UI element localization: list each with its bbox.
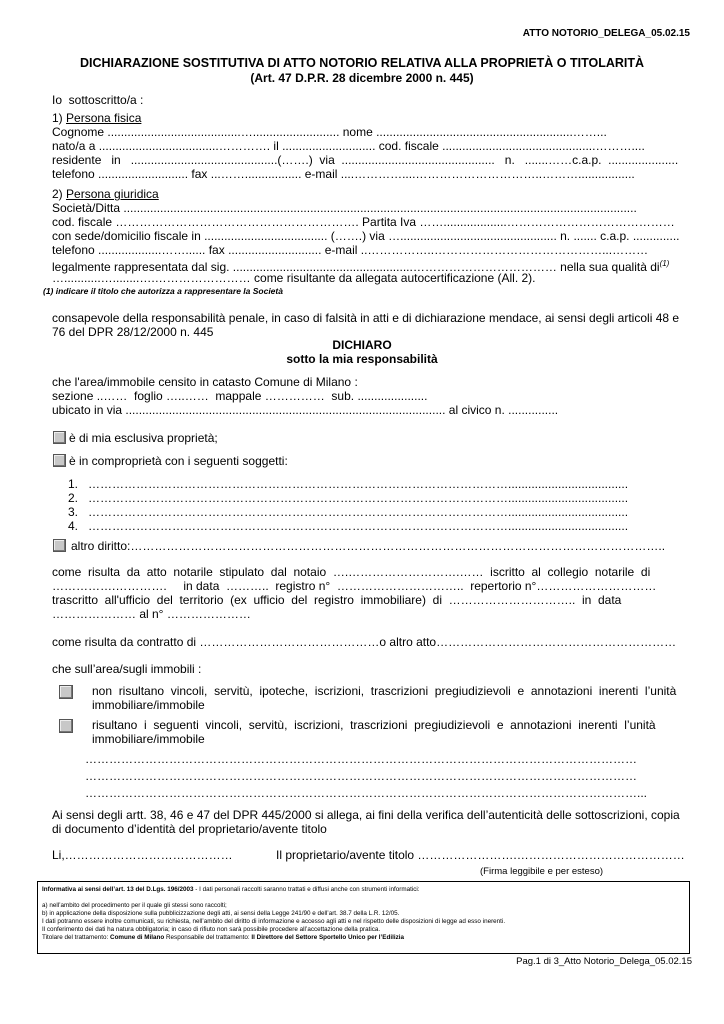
si-vincoli-line-2: immobiliare/immobile: [92, 732, 205, 746]
immobile-line-2[interactable]: sezione ..…… foglio …..…… mappale …………… sub. .....................: [52, 389, 428, 403]
persona-giuridica-line-4[interactable]: telefono ...................……...... fax ............................ e-mail ..……………..……………………………………...………: [52, 243, 649, 257]
atto-notarile-line-1[interactable]: come risulta da atto notarile stipulato dal notaio ….……………………….…… iscritto al collegio notarile di: [52, 565, 651, 579]
soggetto-row[interactable]: [68, 491, 692, 505]
soggetto-dots: ……………………………………………………………………………………………....................................: [88, 505, 629, 519]
soggetto-row[interactable]: [68, 505, 692, 519]
persona-giuridica-line-1[interactable]: Società/Ditta ..........................................................................................................................................................: [52, 201, 637, 215]
titolare-label: Titolare del trattamento:: [42, 934, 111, 941]
no-vincoli-line-1: non risultano vincoli, servitù, ipoteche, iscrizioni, trascrizioni pregiudizievoli e annotazioni inerenti l’unità: [92, 684, 677, 698]
comproprieta-label: è in comproprietà con i seguenti soggetti:: [69, 454, 288, 468]
persona-fisica-heading: [52, 111, 692, 125]
vincoli-dots-line[interactable]: …………………………………………………………………………………………………………………………: [85, 752, 637, 766]
atto-notarile-line-2[interactable]: …………….…………. in data ……….. registro n° ………………………….. repertorio n°…………………………: [52, 579, 657, 593]
soggetto-row[interactable]: [68, 519, 692, 533]
section-number: 1): [52, 111, 67, 125]
esclusiva-label: è di mia esclusiva proprietà;: [69, 431, 218, 445]
soggetto-dots: ……………………………………………………………………………………………....................................: [88, 477, 629, 491]
si-vincoli-checkbox[interactable]: [59, 719, 73, 733]
vincoli-dots-line[interactable]: …………………………………………………………………………………………………………………………: [85, 769, 637, 783]
intro-text: Io sottoscritto/a :: [52, 93, 144, 107]
consapevole-line-1: consapevole della responsabilità penale, in caso di falsità in atti e di dichiarazione mendace, ai sensi degli articoli 48 e: [52, 311, 680, 325]
soggetto-number: 4.: [68, 519, 79, 533]
privacy-notice-title: [42, 886, 420, 894]
section-number: 2): [52, 187, 67, 201]
soggetto-number: 3.: [68, 505, 79, 519]
responsabile-label: Responsabile del trattamento:: [164, 934, 252, 941]
persona-fisica-line-3[interactable]: residente in ............................................(…….) via .............................................. n. .......……c.a.p. .....................: [52, 153, 679, 167]
footnote-marker: (1): [659, 259, 670, 268]
atto-notarile-line-3[interactable]: trascritto all'ufficio del territorio (ex ufficio del registro immobiliare) di ………………………….. in data: [52, 593, 622, 607]
allegato-line-2: di documento d’identità del proprietario/avente titolo: [52, 822, 327, 836]
persona-fisica-line-1[interactable]: Cognome ........................................….......................... nome ...........................................................……...: [52, 125, 607, 139]
document-title: DICHIARAZIONE SOSTITUTIVA DI ATTO NOTORIO RELATIVA ALLA PROPRIETÀ O TITOLARITÀ: [79, 56, 645, 70]
privacy-notice-title-rest: - I dati personali raccolti saranno trattati e diffusi anche con strumenti informatici:: [193, 886, 420, 893]
privacy-notice-line-3: I dati potranno essere inoltre comunicati, su richiesta, nell’ambito del diritto di informazione e accesso agli atti e nel rispetto delle disposizioni di legge ad esso inerenti.: [42, 918, 506, 925]
persona-giuridica-label: Persona giuridica: [66, 187, 159, 201]
persona-giuridica-line-6[interactable]: …...........…........….…………………… come risultante da allegata autocertificazione (All. 2).: [52, 271, 536, 285]
titolare-value: Comune di Milano: [110, 934, 165, 941]
no-vincoli-checkbox[interactable]: [59, 685, 73, 699]
soggetto-dots: ……………………………………………………………………………………………....................................: [88, 491, 629, 505]
page-footer: Pag.1 di 3_Atto Notorio_Delega_05.02.15: [516, 956, 692, 967]
persona-fisica-label: Persona fisica: [66, 111, 142, 125]
soggetto-row[interactable]: [68, 477, 692, 491]
persona-fisica-line-4[interactable]: telefono ........................... fax ...……................. e-mail ....…………....…………………………..……….................: [52, 167, 635, 181]
si-vincoli-line-1: risultano i seguenti vincoli, servitù, iscrizioni, trascrizioni pregiudizievoli e annotazioni inerenti l’unità: [92, 718, 656, 732]
soggetto-dots: ……………………………………………………………………………………………....................................: [88, 519, 629, 533]
luogo-data-field[interactable]: Li,……………………………………: [52, 848, 233, 862]
privacy-notice-title-bold: Informativa ai sensi dell’art. 13 del D.Lgs. 196/2003: [42, 886, 194, 893]
altro-diritto-checkbox[interactable]: [53, 539, 66, 552]
privacy-notice-item-b: b) in applicazione della disposizione sulla pubblicizzazione degli atti, ai sensi della Legge 241/90 e dell’art. 38.7 della L.R. 12/05.: [42, 910, 400, 917]
consapevole-line-2: 76 del DPR 28/12/2000 n. 445: [52, 325, 214, 339]
vincoli-dots-line[interactable]: …………………………………………………………………………………………………………………………...: [85, 786, 648, 800]
dichiaro-title: DICHIARO: [332, 338, 392, 352]
soggetto-number: 2.: [68, 491, 79, 505]
atto-notarile-line-4[interactable]: ………………… al n° …………………: [52, 607, 251, 621]
legal-representative-text: legalmente rappresentata dal sig. ......................................................……………………………… nella sua qualità di: [52, 260, 660, 274]
privacy-notice-titolare: [42, 934, 404, 942]
persona-giuridica-line-2[interactable]: cod. fiscale ……………………………………………………. Partita Iva ……...................……………………………………: [52, 215, 675, 229]
persona-fisica-line-2[interactable]: nato/a a ....................................…………. il ............................ cod. fiscale ..............................................………....: [52, 139, 645, 153]
privacy-notice-item-a: a) nell’ambito del procedimento per il quale gli stessi sono raccolti;: [42, 902, 227, 909]
footnote-text: (1) indicare il titolo che autorizza a rappresentare la Società: [43, 286, 283, 296]
esclusiva-checkbox[interactable]: [53, 431, 66, 444]
comproprieta-checkbox[interactable]: [53, 454, 66, 467]
allegato-line-1: Ai sensi degli artt. 38, 46 e 47 del DPR 445/2000 si allega, ai fini della verifica dell’autenticità delle sottoscrizioni, copia: [52, 808, 680, 822]
document-code: ATTO NOTORIO_DELEGA_05.02.15: [522, 28, 690, 39]
document-subtitle: (Art. 47 D.P.R. 28 dicembre 2000 n. 445): [250, 71, 474, 85]
firma-field[interactable]: Il proprietario/avente titolo …………………….……………………………………: [276, 848, 685, 862]
altro-diritto-label[interactable]: altro diritto:……………………………………………………………………………………………………………………..: [71, 539, 666, 553]
privacy-notice-box: [37, 881, 690, 954]
dichiaro-subtitle: sotto la mia responsabilità: [286, 352, 438, 366]
no-vincoli-line-2: immobiliare/immobile: [92, 698, 205, 712]
responsabile-value: Il Direttore del Settore Sportello Unico per l’Edilizia: [251, 934, 404, 941]
soggetto-number: 1.: [68, 477, 79, 491]
privacy-notice-line-4: Il conferimento dei dati ha natura obbligatoria; in caso di rifiuto non sarà possibile procedere all’accettazione della pratica.: [42, 926, 381, 933]
vincoli-intro: che sull’area/sugli immobili :: [52, 662, 202, 676]
immobile-line-3[interactable]: ubicato in via ................................................................................................ al civico n. ...............: [52, 403, 559, 417]
contratto-line[interactable]: come risulta da contratto di ………………………………………o altro atto……………………………………………………: [52, 635, 677, 649]
persona-giuridica-heading: [52, 187, 692, 201]
persona-giuridica-line-3[interactable]: con sede/domicilio fiscale in ..................................... (…….) via …............................................... n. ....... c.a.p. ..............: [52, 229, 680, 243]
firma-note: (Firma leggibile e per esteso): [480, 866, 604, 877]
immobile-line-1: che l'area/immobile censito in catasto Comune di Milano :: [52, 375, 358, 389]
